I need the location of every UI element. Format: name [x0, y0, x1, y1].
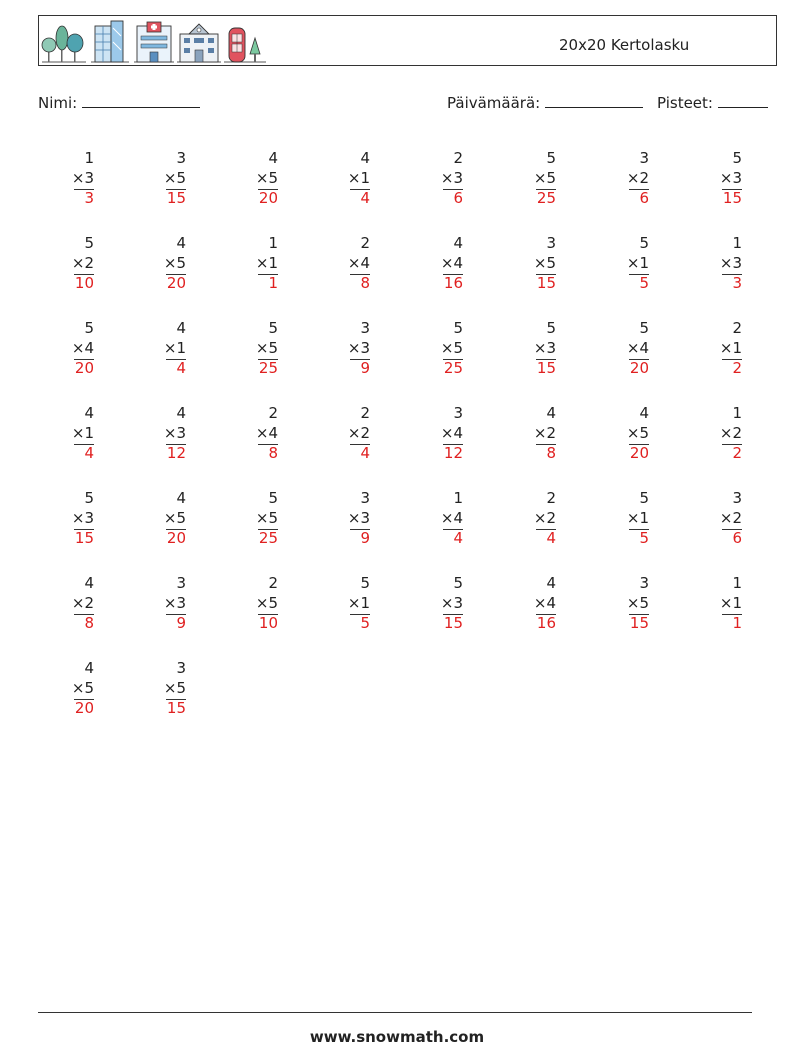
multiplicand: 5 [268, 489, 278, 507]
answer: 8 [44, 613, 94, 633]
multiplicand: 4 [84, 574, 94, 592]
answer: 9 [320, 528, 370, 548]
multiplier: ×5 [533, 254, 556, 272]
answer: 15 [692, 188, 742, 208]
multiplier: ×2 [533, 424, 556, 442]
answer: 6 [692, 528, 742, 548]
answer: 5 [599, 528, 649, 548]
multiplier: ×3 [440, 169, 463, 187]
date-blank[interactable] [545, 93, 643, 108]
problem-item [320, 488, 370, 548]
problem-item [44, 573, 94, 633]
multiplier: ×5 [626, 424, 649, 442]
multiplier: ×5 [163, 679, 186, 697]
multiplicand: 4 [176, 319, 186, 337]
name-field [38, 93, 200, 112]
multiplier: ×5 [255, 169, 278, 187]
multiplier: ×1 [347, 169, 370, 187]
problem-item [44, 658, 94, 718]
problem-item [506, 488, 556, 548]
problem-item [692, 488, 742, 548]
multiplicand: 3 [360, 319, 370, 337]
header-box [38, 15, 777, 66]
answer: 20 [599, 358, 649, 378]
multiplier: ×3 [533, 339, 556, 357]
multiplicand: 2 [360, 404, 370, 422]
problem-item [320, 233, 370, 293]
answer: 4 [136, 358, 186, 378]
multiplier: ×2 [719, 509, 742, 527]
multiplicand: 4 [84, 659, 94, 677]
multiplicand: 3 [176, 149, 186, 167]
answer: 3 [692, 273, 742, 293]
multiplier: ×3 [347, 339, 370, 357]
multiplicand: 4 [453, 234, 463, 252]
problem-item [506, 403, 556, 463]
multiplicand: 5 [84, 234, 94, 252]
multiplier: ×4 [440, 509, 463, 527]
glass-building-icon [91, 21, 129, 62]
phone-booth-icon [224, 28, 266, 62]
multiplicand: 4 [176, 404, 186, 422]
problem-item [506, 318, 556, 378]
multiplier: ×4 [533, 594, 556, 612]
multiplicand: 5 [453, 319, 463, 337]
problem-item [136, 318, 186, 378]
answer: 5 [599, 273, 649, 293]
answer: 4 [44, 443, 94, 463]
answer: 8 [506, 443, 556, 463]
answer: 12 [136, 443, 186, 463]
problem-item [136, 233, 186, 293]
problem-item [599, 148, 649, 208]
answer: 9 [136, 613, 186, 633]
multiplicand: 3 [639, 574, 649, 592]
multiplicand: 3 [732, 489, 742, 507]
multiplicand: 2 [732, 319, 742, 337]
multiplicand: 4 [84, 404, 94, 422]
multiplier: ×2 [347, 424, 370, 442]
problem-item [692, 233, 742, 293]
answer: 16 [413, 273, 463, 293]
multiplier: ×2 [71, 594, 94, 612]
multiplier: ×5 [533, 169, 556, 187]
problem-item [228, 403, 278, 463]
multiplier: ×3 [71, 509, 94, 527]
problem-item [44, 148, 94, 208]
answer: 25 [228, 528, 278, 548]
multiplier: ×1 [255, 254, 278, 272]
multiplicand: 5 [546, 149, 556, 167]
problem-item [320, 573, 370, 633]
answer: 1 [228, 273, 278, 293]
problem-item [228, 573, 278, 633]
answer: 20 [44, 698, 94, 718]
multiplicand: 4 [360, 149, 370, 167]
header-illustration [39, 16, 279, 66]
multiplier: ×3 [347, 509, 370, 527]
problem-item [599, 318, 649, 378]
problem-item [136, 403, 186, 463]
worksheet-title: 20x20 Kertolasku [559, 36, 690, 54]
answer: 20 [228, 188, 278, 208]
problem-item [320, 148, 370, 208]
hospital-icon [134, 22, 174, 62]
problem-item [599, 403, 649, 463]
problem-item [692, 403, 742, 463]
answer: 15 [136, 188, 186, 208]
answer: 4 [506, 528, 556, 548]
answer: 16 [506, 613, 556, 633]
answer: 25 [228, 358, 278, 378]
multiplier: ×3 [719, 254, 742, 272]
multiplier: ×4 [440, 424, 463, 442]
answer: 8 [320, 273, 370, 293]
multiplicand: 5 [268, 319, 278, 337]
problem-item [228, 233, 278, 293]
problem-item [228, 318, 278, 378]
answer: 8 [228, 443, 278, 463]
problem-item [599, 233, 649, 293]
score-field [657, 93, 768, 112]
multiplicand: 1 [732, 574, 742, 592]
answer: 6 [413, 188, 463, 208]
answer: 15 [136, 698, 186, 718]
answer: 20 [136, 273, 186, 293]
multiplicand: 5 [360, 574, 370, 592]
multiplier: ×3 [163, 594, 186, 612]
problem-item [413, 403, 463, 463]
multiplicand: 2 [268, 404, 278, 422]
multiplicand: 4 [176, 489, 186, 507]
score-blank[interactable] [718, 93, 768, 108]
multiplier: ×1 [719, 594, 742, 612]
problem-item [136, 488, 186, 548]
multiplier: ×1 [626, 254, 649, 272]
multiplicand: 3 [546, 234, 556, 252]
multiplicand: 2 [360, 234, 370, 252]
problem-item [692, 148, 742, 208]
multiplier: ×2 [719, 424, 742, 442]
multiplier: ×5 [163, 169, 186, 187]
answer: 9 [320, 358, 370, 378]
problem-item [599, 488, 649, 548]
multiplier: ×1 [163, 339, 186, 357]
problem-item [413, 148, 463, 208]
problem-item [413, 318, 463, 378]
answer: 4 [320, 188, 370, 208]
trees-icon [42, 26, 86, 62]
multiplicand: 1 [453, 489, 463, 507]
answer: 20 [136, 528, 186, 548]
problem-item [228, 488, 278, 548]
multiplicand: 5 [453, 574, 463, 592]
school-icon [177, 24, 221, 62]
answer: 20 [599, 443, 649, 463]
answer: 15 [506, 273, 556, 293]
multiplier: ×1 [626, 509, 649, 527]
answer: 25 [506, 188, 556, 208]
multiplier: ×4 [440, 254, 463, 272]
multiplicand: 4 [268, 149, 278, 167]
multiplier: ×5 [440, 339, 463, 357]
multiplicand: 5 [639, 489, 649, 507]
multiplier: ×4 [626, 339, 649, 357]
problem-item [506, 233, 556, 293]
multiplicand: 5 [84, 489, 94, 507]
problem-item [320, 318, 370, 378]
multiplier: ×4 [255, 424, 278, 442]
multiplicand: 4 [176, 234, 186, 252]
problem-item [692, 573, 742, 633]
name-label: Nimi: [38, 94, 78, 112]
problem-item [506, 148, 556, 208]
multiplier: ×5 [626, 594, 649, 612]
problem-item [413, 488, 463, 548]
problem-item [228, 148, 278, 208]
answer: 1 [692, 613, 742, 633]
multiplier: ×2 [533, 509, 556, 527]
multiplier: ×5 [163, 509, 186, 527]
multiplier: ×4 [71, 339, 94, 357]
multiplier: ×5 [71, 679, 94, 697]
answer: 2 [692, 443, 742, 463]
answer: 20 [44, 358, 94, 378]
multiplicand: 2 [453, 149, 463, 167]
answer: 6 [599, 188, 649, 208]
multiplier: ×3 [440, 594, 463, 612]
problem-item [136, 573, 186, 633]
footer-website: www.snowmath.com [309, 1028, 485, 1046]
multiplier: ×2 [71, 254, 94, 272]
problem-item [136, 658, 186, 718]
answer: 4 [320, 443, 370, 463]
answer: 25 [413, 358, 463, 378]
multiplier: ×3 [719, 169, 742, 187]
answer: 15 [44, 528, 94, 548]
answer: 10 [228, 613, 278, 633]
multiplicand: 5 [84, 319, 94, 337]
multiplier: ×2 [626, 169, 649, 187]
answer: 4 [413, 528, 463, 548]
problem-item [44, 318, 94, 378]
multiplier: ×5 [163, 254, 186, 272]
answer: 3 [44, 188, 94, 208]
multiplicand: 3 [176, 659, 186, 677]
problem-item [44, 488, 94, 548]
problem-item [320, 403, 370, 463]
name-blank[interactable] [82, 93, 200, 108]
problem-item [692, 318, 742, 378]
multiplicand: 1 [732, 404, 742, 422]
multiplier: ×1 [71, 424, 94, 442]
problem-item [136, 148, 186, 208]
multiplier: ×1 [347, 594, 370, 612]
answer: 2 [692, 358, 742, 378]
problem-item [44, 403, 94, 463]
multiplier: ×1 [719, 339, 742, 357]
multiplicand: 5 [639, 319, 649, 337]
answer: 12 [413, 443, 463, 463]
footer-divider [38, 1012, 752, 1013]
answer: 15 [413, 613, 463, 633]
multiplicand: 5 [732, 149, 742, 167]
multiplicand: 4 [546, 574, 556, 592]
multiplier: ×5 [255, 594, 278, 612]
problem-item [599, 573, 649, 633]
answer: 10 [44, 273, 94, 293]
problem-item [44, 233, 94, 293]
multiplicand: 1 [84, 149, 94, 167]
multiplicand: 1 [732, 234, 742, 252]
multiplicand: 4 [639, 404, 649, 422]
date-field [447, 93, 643, 112]
multiplier: ×3 [163, 424, 186, 442]
multiplicand: 3 [639, 149, 649, 167]
answer: 15 [599, 613, 649, 633]
problem-item [506, 573, 556, 633]
multiplier: ×4 [347, 254, 370, 272]
multiplicand: 3 [453, 404, 463, 422]
answer: 5 [320, 613, 370, 633]
multiplicand: 5 [546, 319, 556, 337]
multiplier: ×3 [71, 169, 94, 187]
problem-item [413, 573, 463, 633]
multiplicand: 4 [546, 404, 556, 422]
multiplicand: 5 [639, 234, 649, 252]
multiplicand: 1 [268, 234, 278, 252]
multiplicand: 2 [546, 489, 556, 507]
score-label: Pisteet: [657, 94, 713, 112]
multiplicand: 3 [176, 574, 186, 592]
multiplicand: 2 [268, 574, 278, 592]
multiplier: ×5 [255, 509, 278, 527]
multiplier: ×5 [255, 339, 278, 357]
date-label: Päivämäärä: [447, 94, 541, 112]
problem-item [413, 233, 463, 293]
multiplicand: 3 [360, 489, 370, 507]
answer: 15 [506, 358, 556, 378]
